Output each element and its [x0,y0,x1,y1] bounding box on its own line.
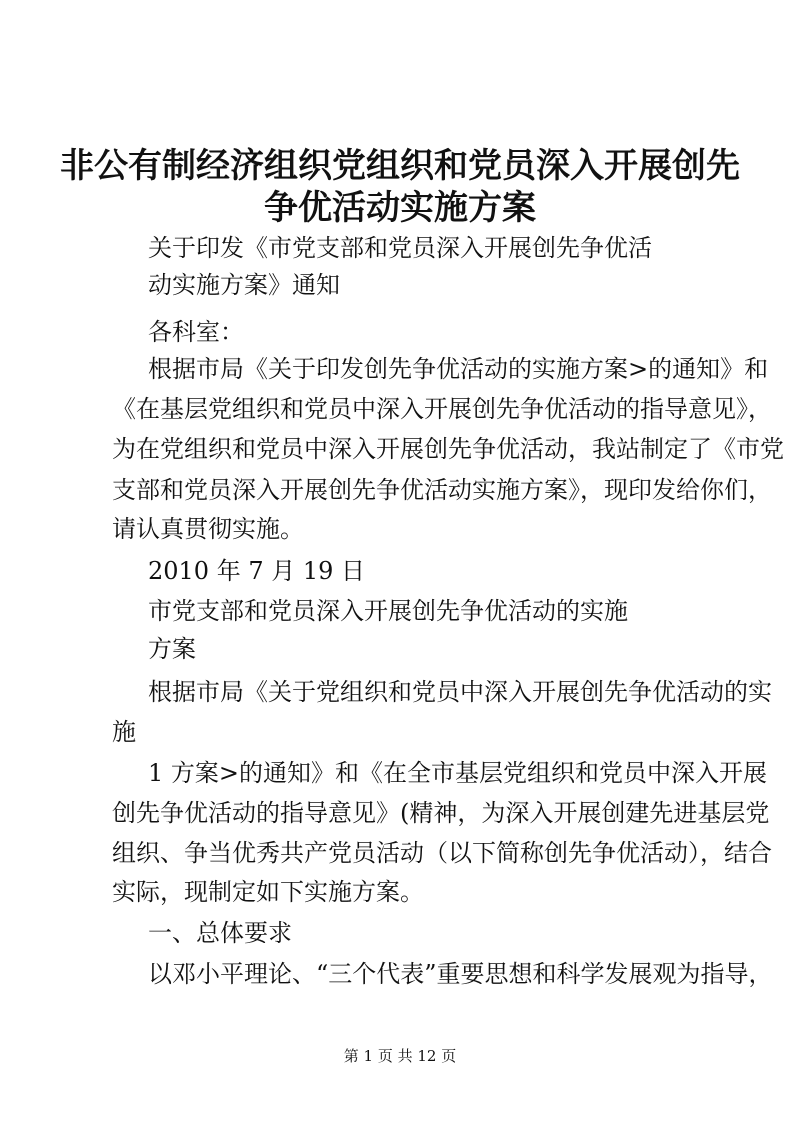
body-text-line: 根据市局《关于印发创先争优活动的实施方案>的通知》和 [148,355,769,383]
plan-heading-line-2: 方案 [148,635,196,663]
section-heading: 一、总体要求 [148,919,292,947]
body-text-line: 请认真贯彻实施。 [112,515,304,543]
body-text-line: 以邓小平理论、“三个代表”重要思想和科学发展观为指导， [148,960,773,988]
salutation: 各科室： [148,318,244,346]
plan-heading-line-1: 市党支部和党员深入开展创先争优活动的实施 [148,597,628,625]
document-title-line-1: 非公有制经济组织党组织和党员深入开展创先 [60,146,740,186]
body-text-line: 支部和党员深入开展创先争优活动实施方案》，现印发给你们， [112,476,772,504]
document-title-line-2: 争优活动实施方案 [264,188,536,228]
notice-date: 2010 年 7 月 19 日 [148,557,366,585]
page-footer: 第 1 页 共 12 页 [343,1047,457,1065]
body-text-line: 施 [112,718,136,746]
body-text-line: 实际，现制定如下实施方案。 [112,878,424,906]
body-text-line: 根据市局《关于党组织和党员中深入开展创先争优活动的实 [148,678,772,706]
body-text-line: 创先争优活动的指导意见》(精神，为深入开展创建先进基层党 [112,799,770,827]
body-text-line: 为在党组织和党员中深入开展创先争优活动，我站制定了《市党 [112,435,784,463]
notice-heading-line-1: 关于印发《市党支部和党员深入开展创先争优活 [148,234,652,262]
body-text-line: 《在基层党组织和党员中深入开展创先争优活动的指导意见》， [112,395,772,423]
notice-heading-line-2: 动实施方案》通知 [148,271,340,299]
body-text-line: 组织、争当优秀共产党员活动（以下简称创先争优活动），结合 [112,839,772,867]
body-text-line: 1 方案>的通知》和《在全市基层党组织和党员中深入开展 [148,759,768,787]
